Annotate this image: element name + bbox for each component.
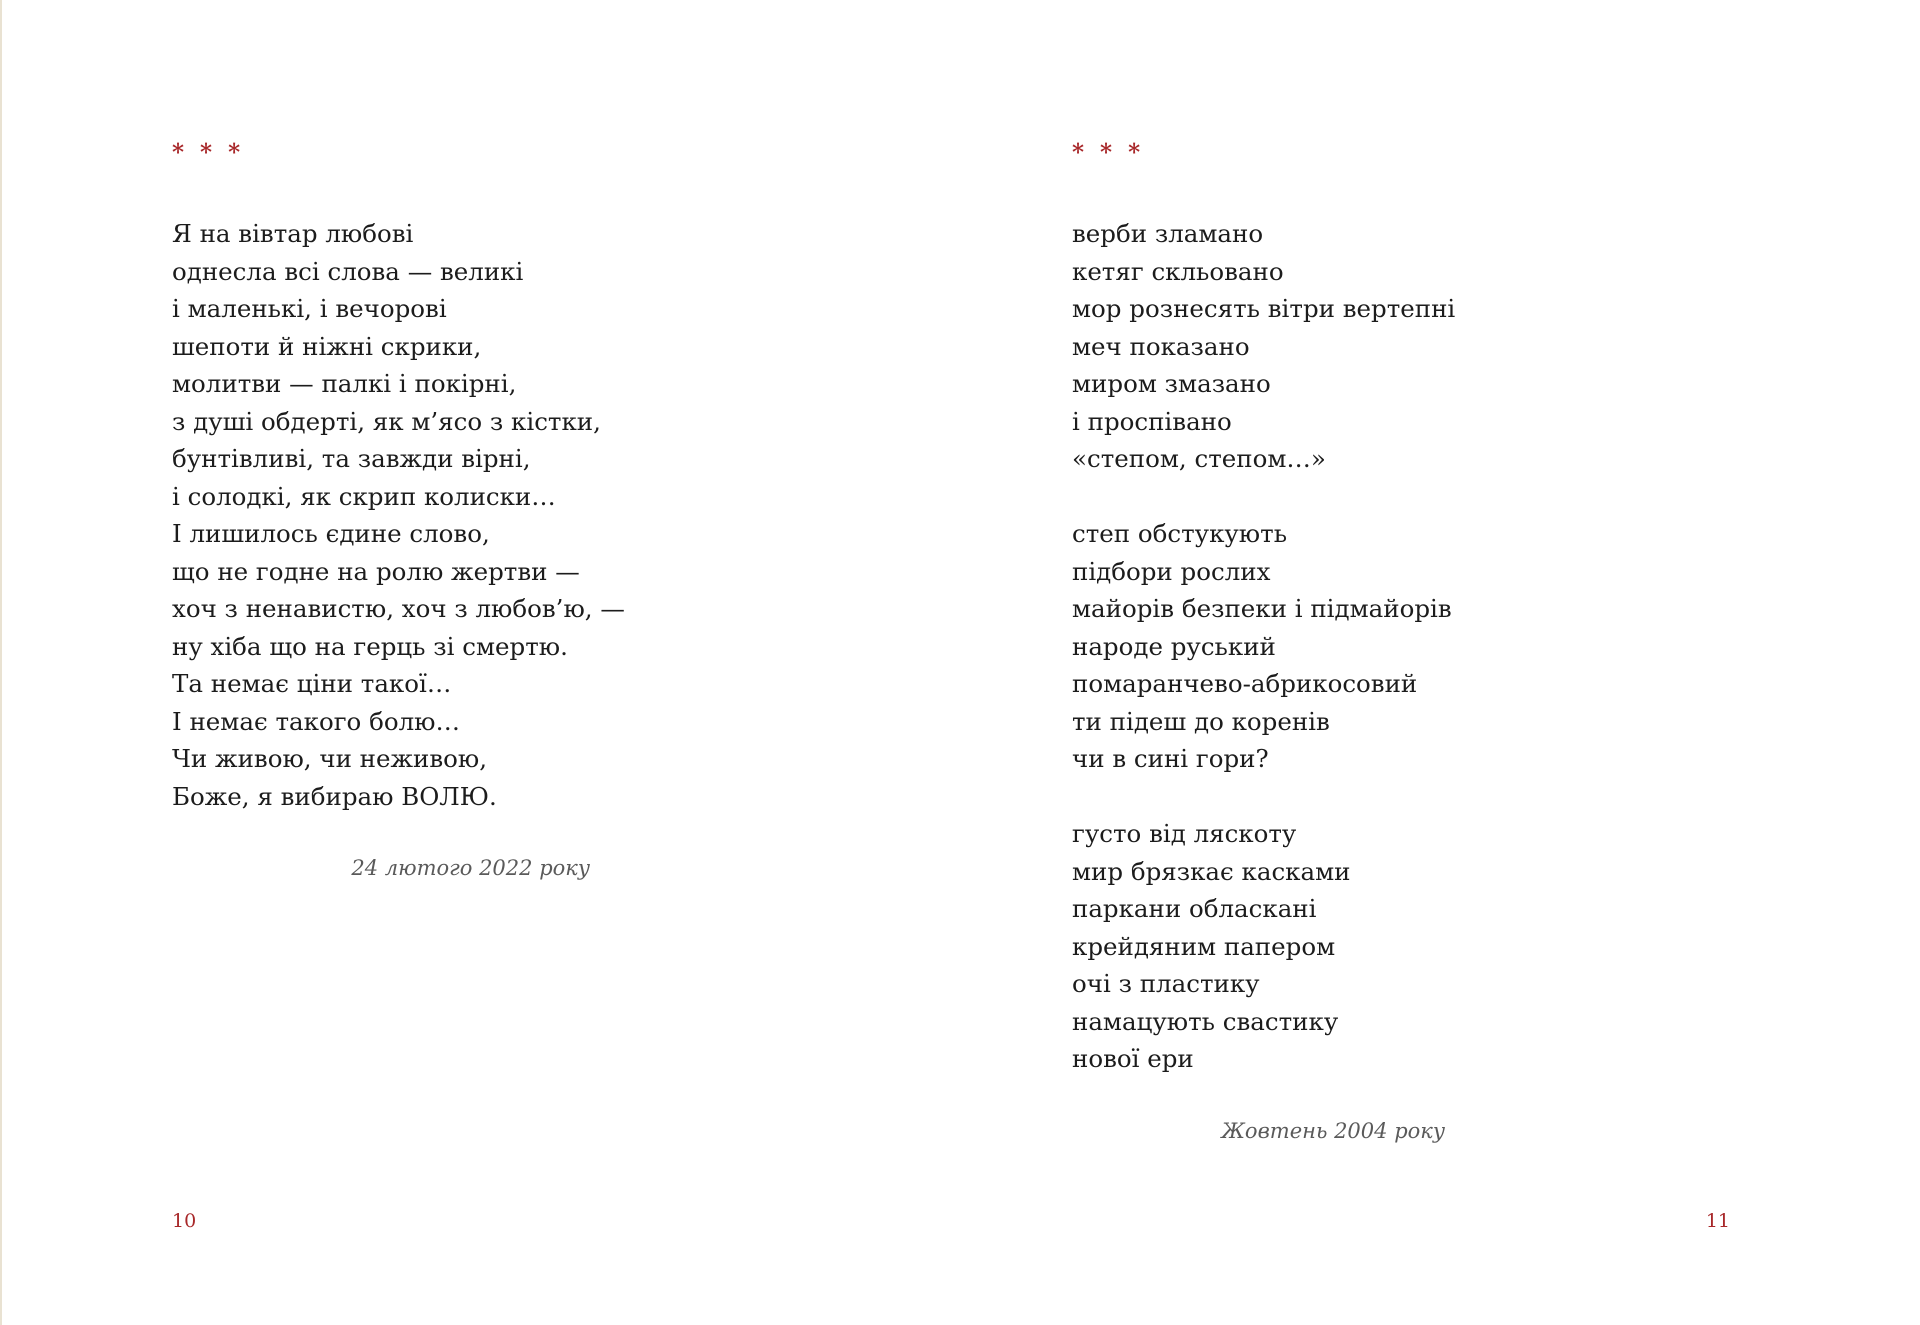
poem-line: і маленькі, і вечорові [172,294,447,323]
poem-date: Жовтень 2004 року [1221,1119,1445,1143]
poem-line: нової ери [1072,1044,1194,1073]
poem-line: намацують свастику [1072,1006,1339,1036]
poem-line: очі з пластику [1072,969,1260,998]
poem-line: однесла всі слова — великі [172,256,524,286]
poem-text [172,215,625,815]
poem-line: кетяг скльовано [1072,256,1284,286]
stanza-break [1072,478,1455,516]
poem-line: густо від ляскоту [1072,819,1297,848]
poem-line: меч показано [1072,331,1250,361]
poem-date: 24 лютого 2022 року [351,856,590,880]
poem-line: з душі обдерті, як м’ясо з кістки, [172,406,601,436]
poem-line: молитви — палкі і покірні, [172,369,517,398]
poem-line: миром змазано [1072,369,1271,398]
stanza-break [1072,778,1455,816]
poem-line: Чи живою, чи неживою, [172,744,488,773]
poem-line: верби зламано [1072,219,1264,248]
page-number: 10 [172,1210,197,1232]
poem-line: помаранчево-абрикосовий [1072,669,1418,698]
poem-line: що не годне на ролю жертви — [172,556,580,586]
page-number: 11 [1705,1210,1730,1232]
poem-line: бунтівливі, та завжди вірні, [172,444,531,473]
poem-line: мир брязкає касками [1072,856,1351,886]
poem-line: і солодкі, як скрип колиски… [172,481,556,511]
poem-line: паркани обласкані [1072,894,1317,923]
right-page [960,0,1920,1325]
section-ornament: * * * [172,139,245,166]
section-ornament: * * * [1072,139,1145,166]
poem-line: Та немає ціни такої… [172,669,452,698]
poem-line: і проспівано [1072,406,1232,436]
poem-line: Я на вівтар любові [172,219,414,248]
poem-line: І немає такого болю… [172,706,460,736]
poem-line: шепоти й ніжні скрики, [172,331,482,361]
poem-line: мор рознесять вітри вертепні [1072,294,1456,323]
poem-line: ти підеш до коренів [1072,706,1330,736]
poem-line: Боже, я вибираю ВОЛЮ. [172,781,497,811]
poem-line: крейдяним папером [1072,931,1336,961]
poem-line: народе руський [1072,631,1276,661]
poem-line: майорів безпеки і підмайорів [1072,594,1452,623]
poem-text [1072,215,1455,1078]
poem-line: ну хіба що на герць зі смертю. [172,631,568,661]
poem-line: підбори рослих [1072,556,1271,586]
poem-line: хоч з ненавистю, хоч з любов’ю, — [172,594,625,623]
poem-line: «степом, степом…» [1072,444,1326,473]
poem-line: чи в сині гори? [1072,744,1269,773]
poem-line: степ обстукують [1072,519,1288,548]
poem-line: І лишилось єдине слово, [172,519,490,548]
